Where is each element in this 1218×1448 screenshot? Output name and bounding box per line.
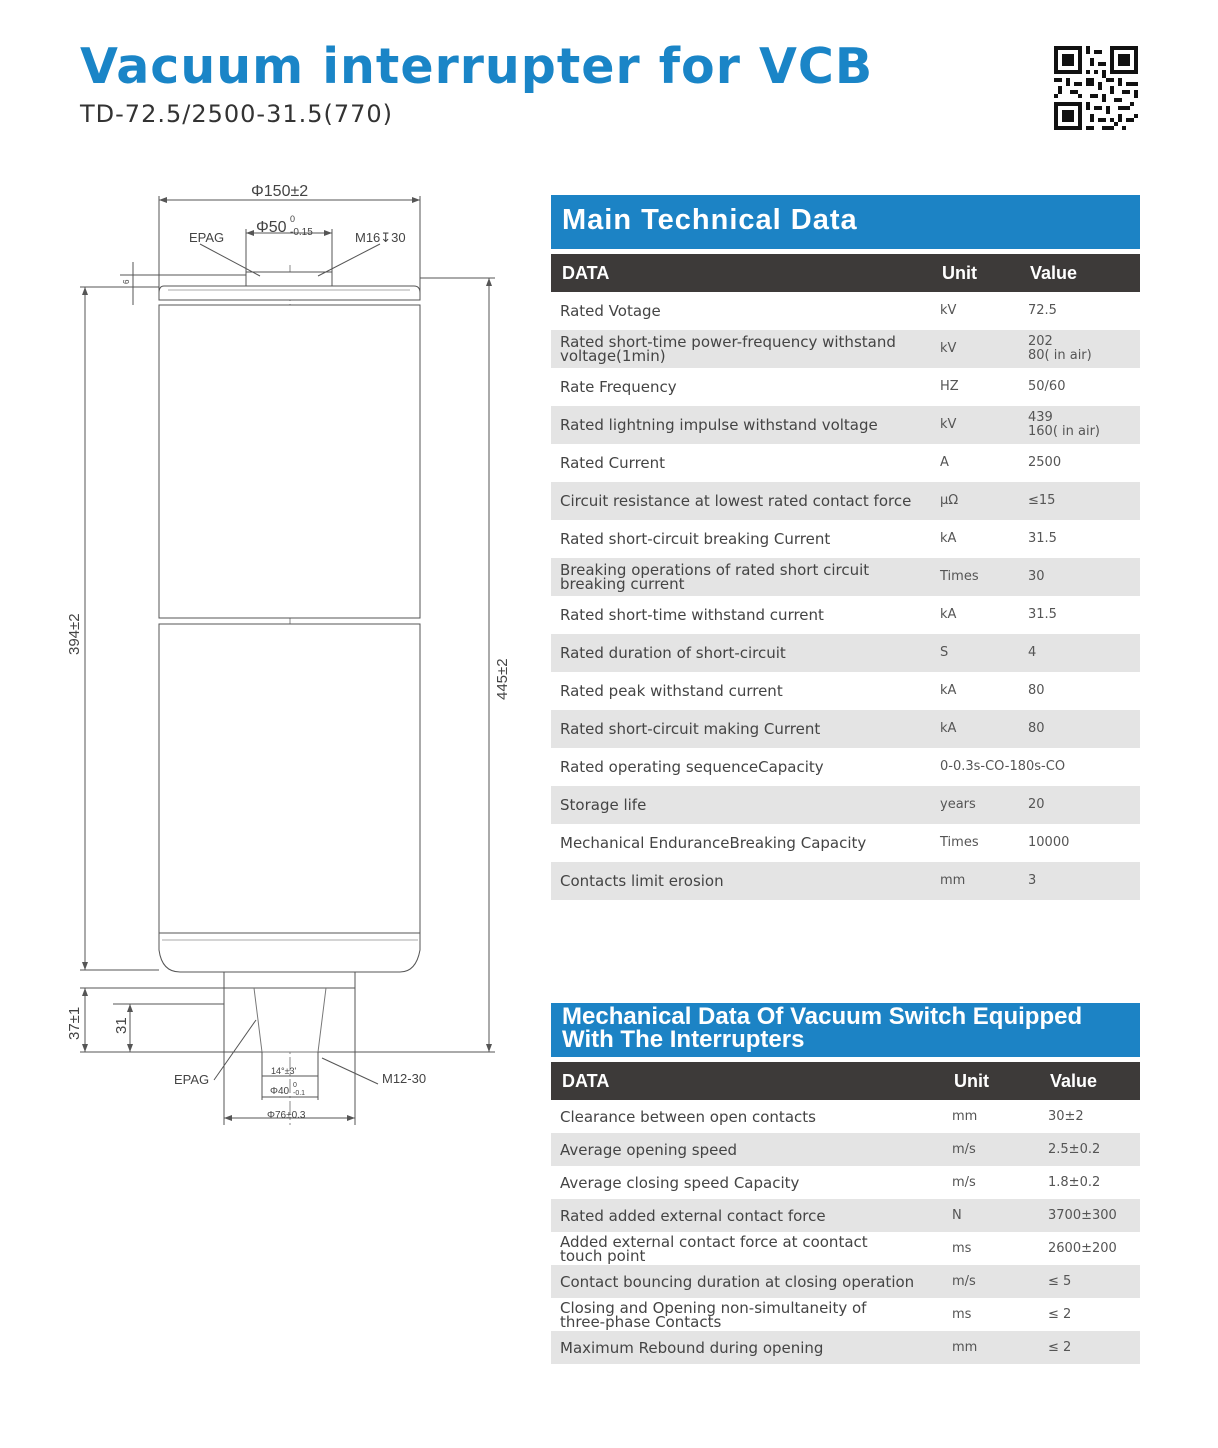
main-technical-title: Main Technical Data [551, 195, 1140, 249]
row-unit: mm [952, 1108, 978, 1124]
row-unit: kA [931, 710, 1019, 748]
interrupter-drawing [0, 170, 545, 1150]
table-row [551, 634, 1140, 672]
dim-stem-tol-lower: -0.15 [290, 227, 313, 238]
row-unit: kV [940, 303, 957, 318]
row-unit: Times [940, 835, 979, 850]
table-row [551, 596, 1140, 634]
row-value: 80 [1019, 710, 1140, 748]
table-row [551, 444, 1140, 482]
header-unit: Unit [931, 254, 1019, 292]
table-row [551, 748, 1140, 786]
header-value: Value [1019, 254, 1140, 292]
dim-body-height: 394±2 [66, 613, 83, 655]
row-value: 31.5 [1028, 531, 1057, 546]
row-unit: μΩ [931, 482, 1019, 520]
dim-top-diameter: Φ150±2 [251, 183, 309, 200]
row-value: ≤ 2 [1048, 1306, 1072, 1322]
row-value: ≤ 5 [1039, 1265, 1140, 1298]
dim-bottom-37: 37±1 [66, 1006, 83, 1040]
dim-base: Φ76±0.3 [267, 1110, 306, 1121]
row-data: Rated short-time withstand current [560, 606, 824, 624]
row-unit: kA [940, 607, 957, 622]
thread-top-label: M16↧30 [355, 230, 406, 245]
dim-stem-tol-upper: 0 [290, 214, 296, 224]
row-unit: mm [931, 862, 1019, 900]
table-row [551, 1331, 1140, 1364]
row-data: Rated short-circuit breaking Current [560, 530, 831, 548]
table-row [551, 710, 1140, 748]
table-row [551, 482, 1140, 520]
thread-bottom-label: M12-30 [382, 1071, 427, 1086]
row-unit: kA [940, 531, 957, 546]
row-data: Rated short-time power-frequency withstand voltage(1min) [551, 330, 931, 368]
epag-top-label: EPAG [189, 230, 225, 245]
table-row [551, 520, 1140, 558]
page-title: Vacuum interrupter for VCB [80, 38, 874, 95]
row-data: Rated duration of short-circuit [551, 634, 931, 672]
row-value: 30 [1019, 558, 1140, 596]
row-unit: kV [931, 406, 1019, 444]
row-data: Mechanical EnduranceBreaking Capacity [560, 834, 867, 852]
row-unit: ms [952, 1306, 972, 1322]
row-data: Contacts limit erosion [551, 862, 931, 900]
table-row [551, 1232, 1140, 1265]
header-unit: Unit [943, 1062, 1039, 1100]
row-unit: years [931, 786, 1019, 824]
table-row [551, 1199, 1140, 1232]
row-data: Rated short-circuit making Current [551, 710, 931, 748]
row-value: 72.5 [1028, 303, 1057, 318]
table-row [551, 1100, 1140, 1133]
row-unit: A [940, 455, 949, 470]
row-value: 439 160( in air) [1019, 406, 1140, 444]
table-row [551, 558, 1140, 596]
table-row [551, 824, 1140, 862]
row-value: 1.8±0.2 [1048, 1174, 1101, 1190]
row-data: Clearance between open contacts [560, 1107, 816, 1126]
header-data: DATA [551, 1062, 943, 1100]
table-row [551, 1166, 1140, 1199]
row-value: 50/60 [1028, 379, 1066, 394]
main-technical-table [551, 254, 1140, 900]
row-unit: m/s [943, 1133, 1039, 1166]
table-row [551, 406, 1140, 444]
row-data: Closing and Opening non-simultaneity of three-phase Contacts [560, 1298, 867, 1331]
row-value: 80 [1028, 683, 1045, 698]
row-data: Rated lightning impulse withstand voltage [551, 406, 931, 444]
table-row [551, 330, 1140, 368]
row-value: 20 [1019, 786, 1140, 824]
row-data: Maximum Rebound during opening [551, 1331, 943, 1364]
row-data: Contact bouncing duration at closing operation [551, 1265, 943, 1298]
row-value: ≤15 [1019, 482, 1140, 520]
row-data: Rated peak withstand current [560, 682, 783, 700]
table-row [551, 672, 1140, 710]
qr-code-icon [1054, 46, 1138, 130]
row-value: 2600±200 [1048, 1240, 1117, 1256]
row-unit: ms [952, 1240, 972, 1256]
row-value: 4 [1019, 634, 1140, 672]
row-unit-value: 0-0.3s-CO-180s-CO [940, 759, 1066, 774]
angle-label: 14°±3' [271, 1066, 297, 1076]
row-unit: mm [943, 1331, 1039, 1364]
header-data: DATA [551, 254, 931, 292]
row-data: Circuit resistance at lowest rated contact force [551, 482, 931, 520]
row-data: Rated operating sequenceCapacity [560, 758, 824, 776]
row-data: Breaking operations of rated short circuit breaking current [551, 558, 931, 596]
row-data: Average closing speed Capacity [560, 1173, 800, 1192]
row-data: Rated Current [560, 454, 666, 472]
row-unit: m/s [952, 1174, 976, 1190]
dim-total-height: 445±2 [494, 658, 511, 700]
row-data: Average opening speed [551, 1133, 943, 1166]
dim-bore-tol-lower: -0.1 [293, 1090, 306, 1097]
dim-small: 6 [122, 279, 131, 284]
mechanical-table [551, 1062, 1140, 1364]
table-row [551, 1265, 1140, 1298]
table-row [551, 1133, 1140, 1166]
row-data: Rate Frequency [560, 378, 677, 396]
row-data: Rated added external contact force [551, 1199, 943, 1232]
row-unit: HZ [940, 379, 959, 394]
table-row [551, 786, 1140, 824]
table-row [551, 292, 1140, 330]
row-unit: m/s [943, 1265, 1039, 1298]
header-value: Value [1039, 1062, 1140, 1100]
dim-bore: Φ40 [270, 1086, 290, 1097]
dim-stem-diameter: Φ50 [256, 219, 287, 236]
row-value: ≤ 2 [1039, 1331, 1140, 1364]
table-row [551, 368, 1140, 406]
epag-bottom-label: EPAG [174, 1072, 210, 1087]
table-row [551, 862, 1140, 900]
row-value: 2500 [1028, 455, 1062, 470]
row-data: Added external contact force at coontact touch point [560, 1232, 868, 1265]
row-value: 2.5±0.2 [1039, 1133, 1140, 1166]
row-value: 3700±300 [1039, 1199, 1140, 1232]
row-value: 10000 [1028, 835, 1070, 850]
row-data: Storage life [551, 786, 931, 824]
row-unit: S [931, 634, 1019, 672]
row-value: 30±2 [1048, 1108, 1084, 1124]
table-header-row [551, 1062, 1140, 1100]
table-header-row [551, 254, 1140, 292]
row-unit: kV [931, 330, 1019, 368]
table-row [551, 1298, 1140, 1331]
row-unit: N [943, 1199, 1039, 1232]
row-value: 202 80( in air) [1019, 330, 1140, 368]
row-value: 3 [1019, 862, 1140, 900]
dim-bore-tol-upper: 0 [293, 1082, 297, 1089]
mechanical-title: Mechanical Data Of Vacuum Switch Equipped With The Interrupters [551, 1003, 1140, 1057]
model-number: TD-72.5/2500-31.5(770) [80, 100, 394, 128]
row-value: 31.5 [1028, 607, 1057, 622]
row-unit: kA [940, 683, 957, 698]
row-unit: Times [931, 558, 1019, 596]
row-data: Rated Votage [560, 302, 661, 320]
dim-bottom-31: 31 [113, 1017, 130, 1034]
